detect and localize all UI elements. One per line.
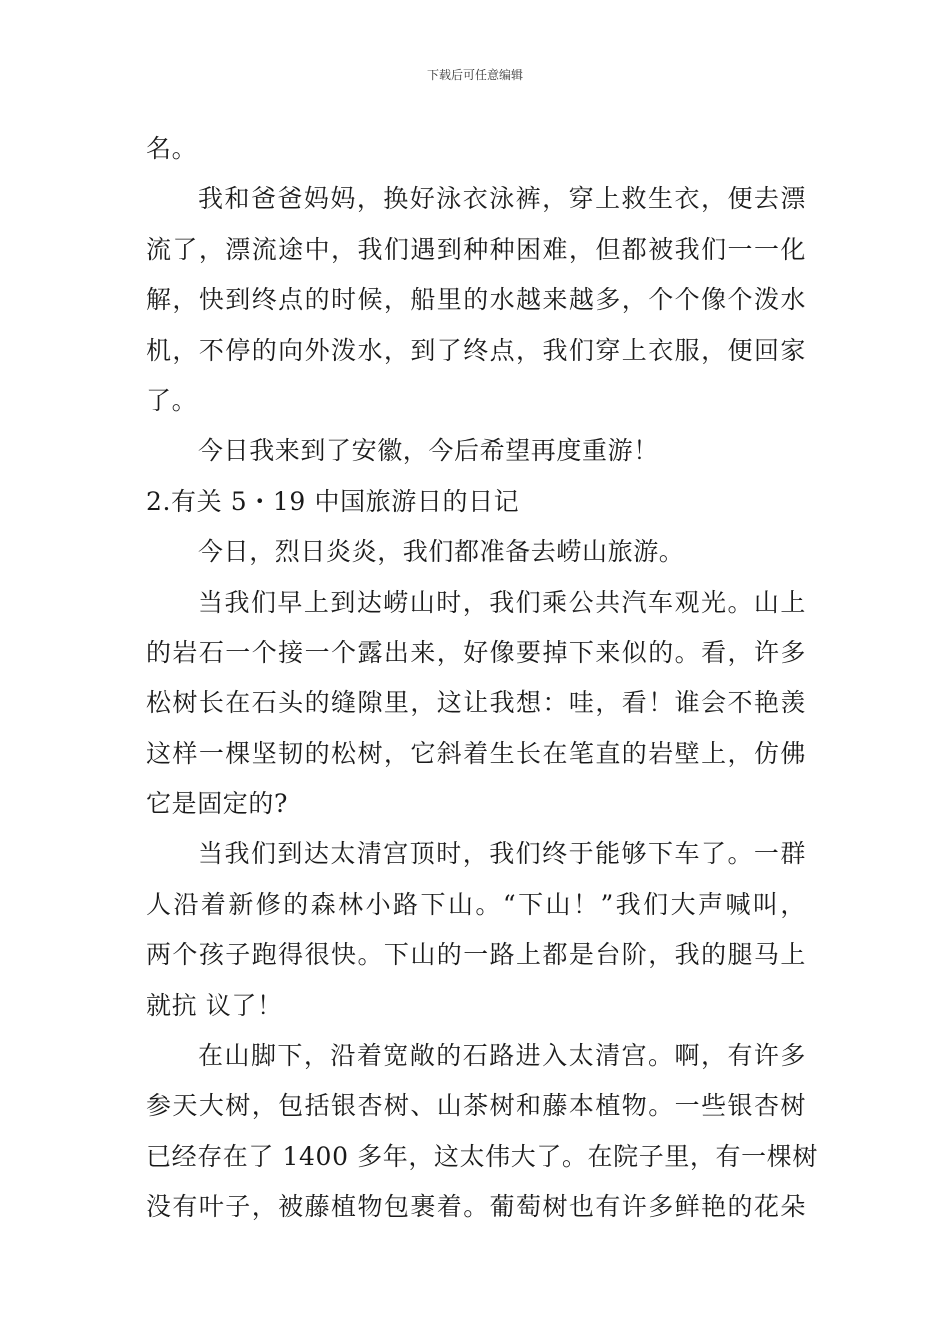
- paragraph-first-line: 今日，烈日炎炎，我们都准备去崂山旅游。: [198, 537, 685, 567]
- page-header: 下载后可任意编辑: [426, 68, 523, 82]
- text-line: 没有叶子，被藤植物包裹着。葡萄树也有许多鲜艳的花朵: [146, 1192, 806, 1222]
- text-line: 了。: [146, 385, 198, 415]
- paragraph-first-line: 在山脚下，沿着宽敞的石路进入太清宫。啊，有许多: [198, 1041, 806, 1071]
- paragraph-first-line: 我和爸爸妈妈，换好泳衣泳裤，穿上救生衣，便去漂: [198, 184, 806, 214]
- text-line: 两个孩子跑得很快。下山的一路上都是台阶，我的腿马上: [146, 940, 806, 970]
- text-line: 已经存在了 1400 多年，这太伟大了。在院子里，有一棵树: [146, 1141, 818, 1171]
- text-line: 这样一棵坚韧的松树，它斜着生长在笔直的岩壁上，仿佛: [146, 738, 806, 768]
- text-line: 机，不停的向外泼水，到了终点，我们穿上衣服，便回家: [146, 335, 806, 365]
- text-line: 就抗 议了！: [146, 990, 283, 1020]
- section-heading: 2.有关 5・19 中国旅游日的日记: [146, 486, 520, 516]
- text-line: 流了，漂流途中，我们遇到种种困难，但都被我们一一化: [146, 234, 806, 264]
- paragraph-first-line: 当我们早上到达崂山时，我们乘公共汽车观光。山上: [198, 587, 806, 617]
- text-line: 人沿着新修的森林小路下山。“下山！”我们大声喊叫，: [146, 889, 806, 919]
- text-line: 名。: [146, 134, 198, 163]
- text-line: 松树长在石头的缝隙里，这让我想：哇，看！谁会不艳羡: [146, 688, 806, 718]
- document-body: [146, 124, 818, 1233]
- paragraph-first-line: 当我们到达太清宫顶时，我们终于能够下车了。一群: [198, 839, 806, 869]
- text-line: 参天大树，包括银杏树、山茶树和藤本植物。一些银杏树: [146, 1091, 806, 1121]
- text-line: 它是固定的?: [146, 789, 289, 819]
- text-line: 解，快到终点的时候，船里的水越来越多，个个像个泼水: [146, 285, 806, 315]
- text-line: 的岩石一个接一个露出来，好像要掉下来似的。看，许多: [146, 637, 806, 667]
- paragraph-first-line: 今日我来到了安徽，今后希望再度重游！: [198, 436, 659, 466]
